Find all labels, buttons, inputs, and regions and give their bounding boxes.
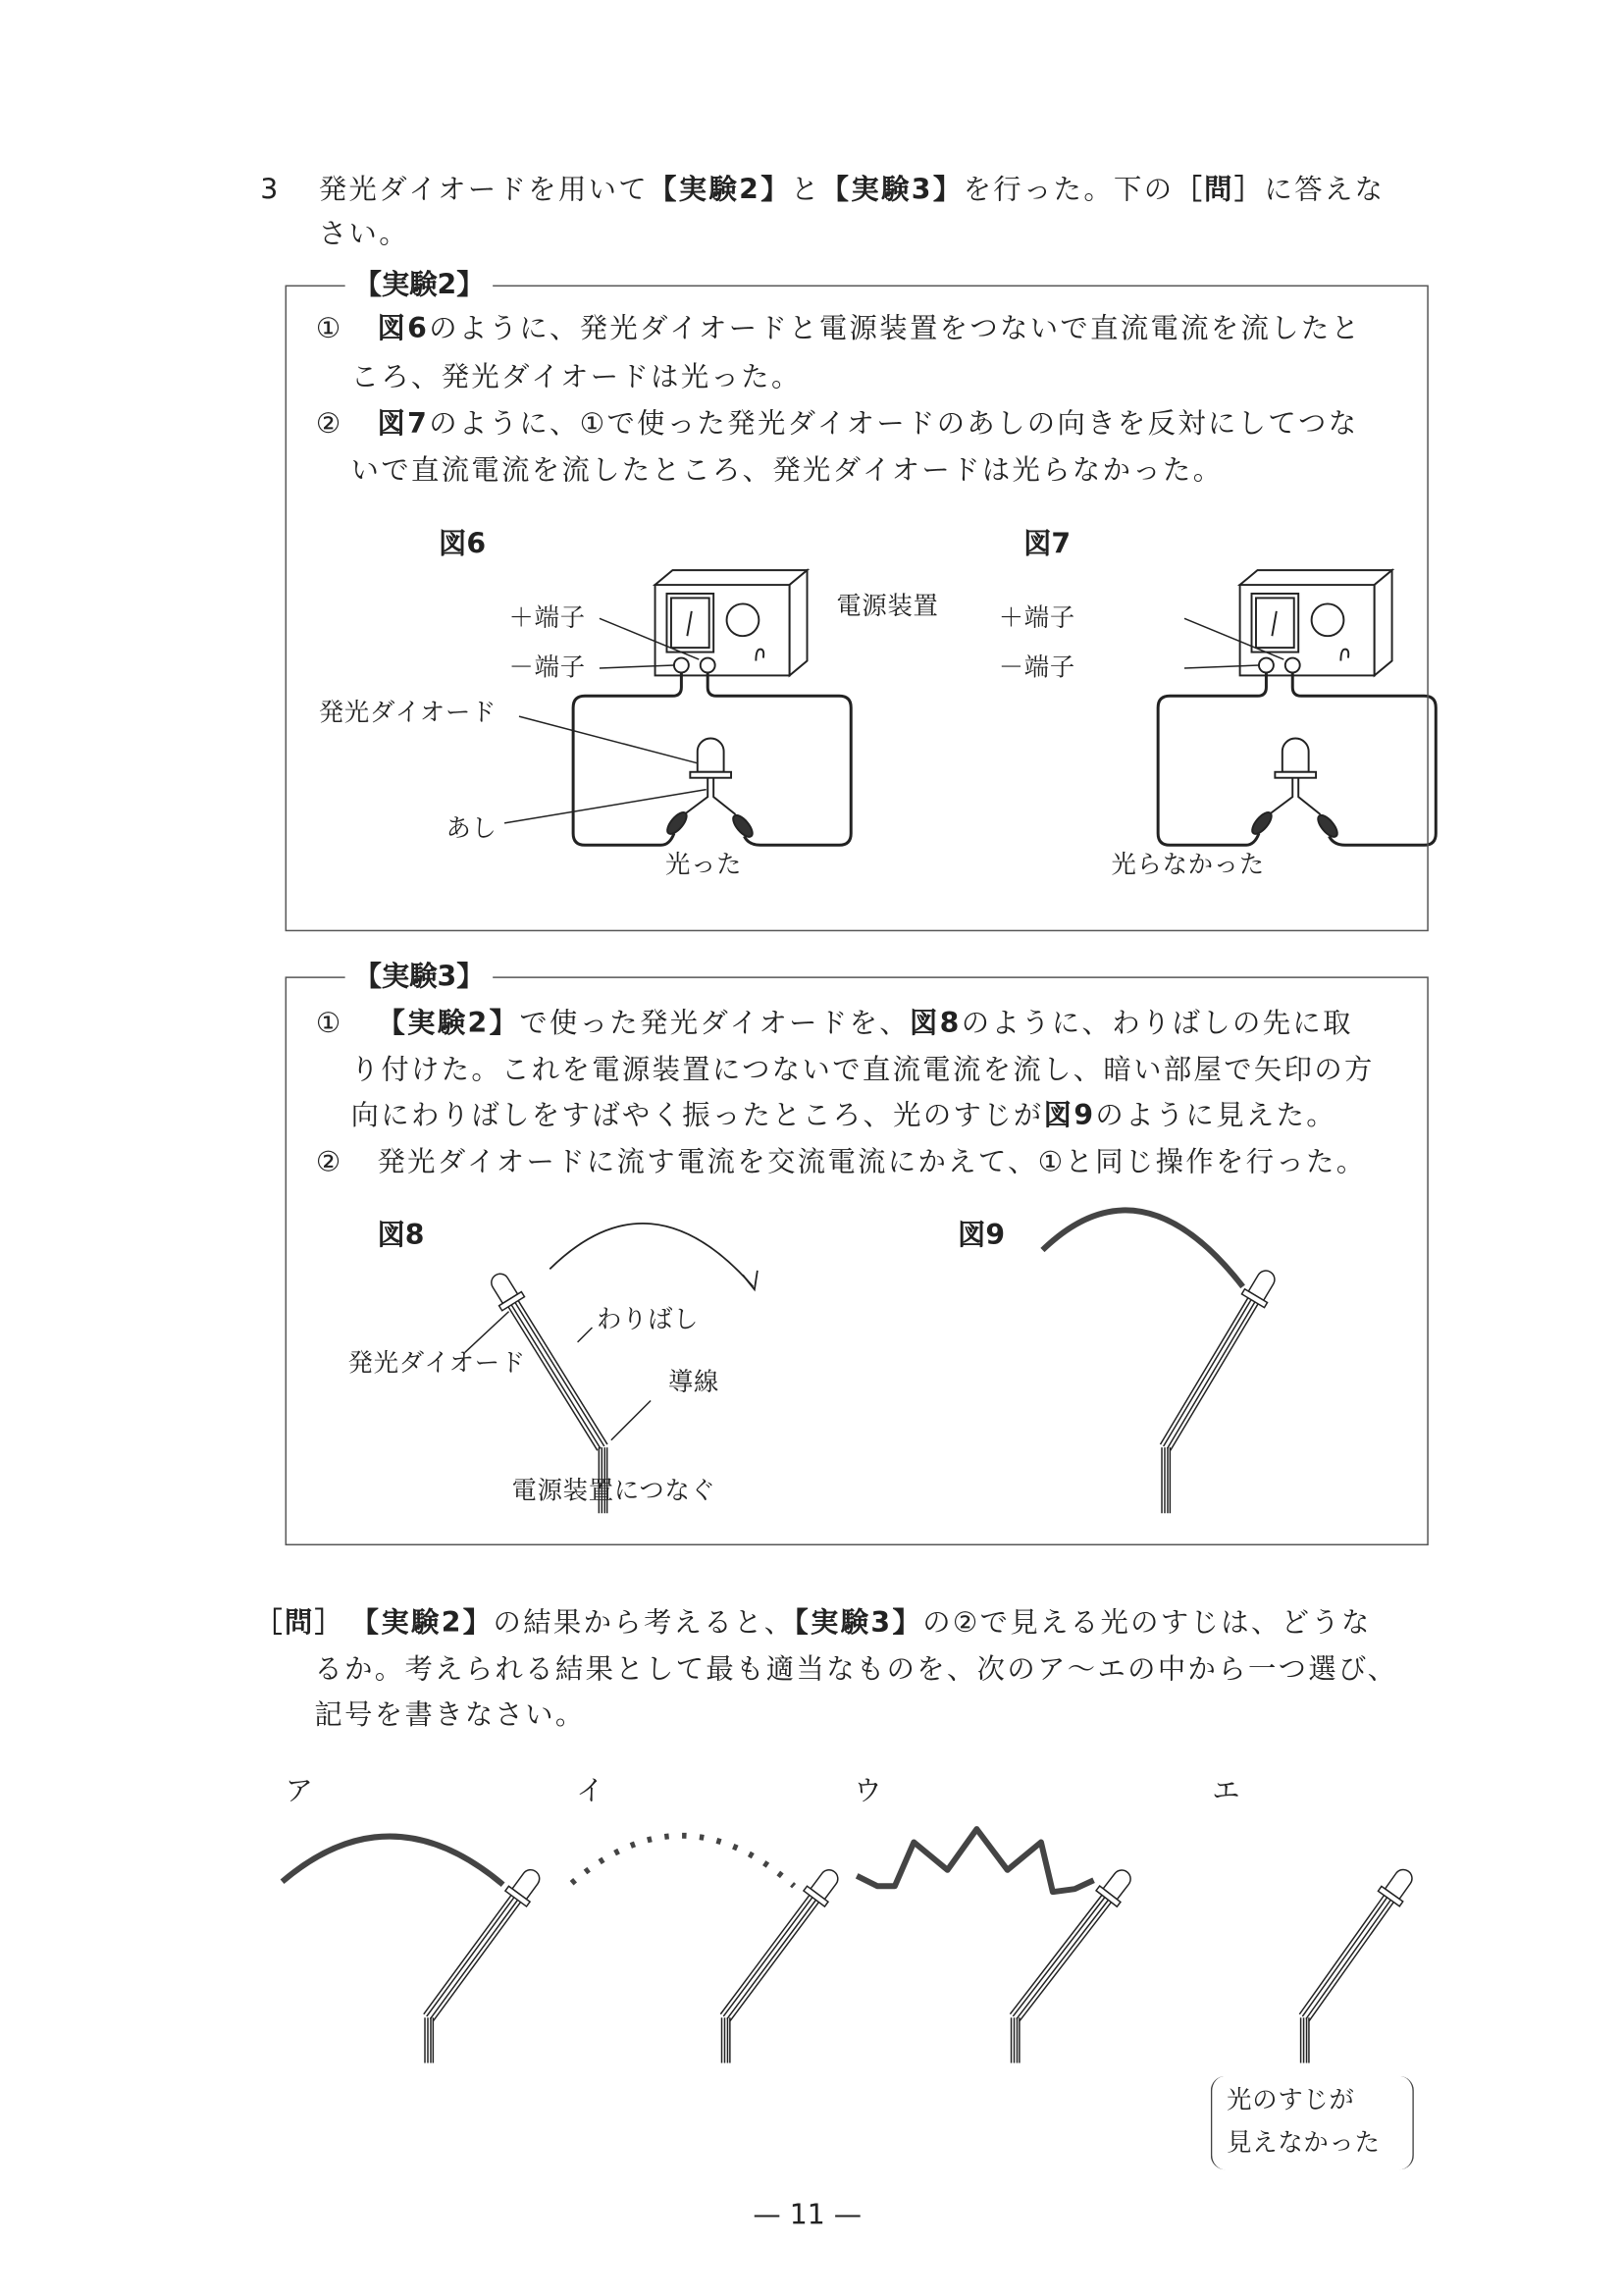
option-a-led (418, 1863, 547, 2062)
note-line: 光のすじが (1227, 2086, 1355, 2116)
led-label: 発光ダイオード (347, 1349, 526, 1380)
option-i-label: イ (576, 1774, 606, 1807)
text: のように見えた。 (1095, 1099, 1337, 1132)
option-e-note (1211, 2076, 1414, 2169)
text: り付けた。これを電源装置につないで直流電流を流し、暗い部屋で矢印の方 (350, 1054, 1375, 1087)
connect-label: 電源装置につなぐ (511, 1476, 716, 1506)
led-rotated (714, 1864, 845, 2026)
option-u-label: ウ (854, 1774, 884, 1807)
intro-line (319, 173, 1386, 208)
question-line (351, 1605, 1372, 1641)
option-a-label: ア (285, 1774, 316, 1807)
bold-text: 【実験3】 (794, 1606, 923, 1640)
option-u-led (1005, 1864, 1138, 2063)
bold-text: 図7 (377, 407, 430, 441)
exp2-line (351, 360, 802, 395)
exp2-line (377, 311, 1361, 346)
item-mark: ① (315, 312, 343, 345)
stick-line (1309, 1903, 1393, 2021)
lit-label: 光った (664, 851, 743, 881)
text: ころ、発光ダイオードは光った。 (350, 361, 802, 393)
exp3-line (351, 1053, 1375, 1088)
bold-text: 図9 (1043, 1099, 1096, 1132)
stick-line (1013, 1898, 1105, 2016)
bold-text: 図8 (909, 1007, 962, 1040)
text: のように、①で使った発光ダイオードのあしの向きを反対にしてつな (429, 407, 1359, 441)
not-lit-label: 光らなかった (1111, 851, 1265, 881)
led-label: 発光ダイオード (318, 699, 497, 729)
text: るか。考えられる結果として最も適当なものを、次のア～エの中から一つ選び、 (314, 1653, 1398, 1687)
stick-line (1010, 1895, 1102, 2013)
stick-line (1020, 1903, 1112, 2021)
stick-line (730, 1903, 819, 2021)
text: 向にわりばしをすばやく振ったところ、光のすじが (350, 1099, 1044, 1132)
figure-8-title: 図8 (377, 1219, 425, 1252)
option-e-led (1293, 1863, 1419, 2062)
figure-6-title: 図6 (439, 527, 487, 560)
question-line (314, 1652, 1397, 1688)
exp2-line (351, 453, 1224, 489)
led-rotated (1293, 1863, 1419, 2025)
stick-line (1299, 1896, 1384, 2014)
text: で使った発光ダイオードを、 (519, 1007, 910, 1040)
plus-terminal-label: ＋端子 (508, 603, 586, 634)
stick-line (727, 1900, 816, 2018)
figure-9-title: 図9 (958, 1219, 1006, 1252)
minus-terminal-label: －端子 (508, 653, 586, 683)
bold-text: 【実験3】 (820, 174, 964, 207)
chopstick-label: わりばし (596, 1305, 700, 1335)
item-mark: ② (315, 1146, 343, 1179)
option-u-trace (857, 1829, 1093, 1892)
text: のように、発光ダイオードと電源装置をつないで直流電流を流したと (429, 312, 1362, 345)
stick-line (433, 1903, 520, 2021)
note-line: 見えなかった (1227, 2128, 1381, 2159)
text: の②で見える光のすじは、どうな (922, 1606, 1372, 1640)
wire-label: 導線 (667, 1368, 720, 1398)
question-number: 3 (260, 174, 281, 207)
exp3-line (351, 1098, 1336, 1133)
bold-text: 【実験2】 (350, 1606, 494, 1640)
stick-line (723, 1898, 812, 2016)
page-number: — 11 — (753, 2199, 863, 2231)
option-a-trace (283, 1837, 503, 1885)
stick-line (430, 1900, 517, 2018)
leg-label: あし (445, 813, 497, 844)
intro-line (319, 217, 409, 252)
bold-text: 【実験2】 (377, 1007, 520, 1040)
text: を行った。下の (963, 174, 1175, 207)
bold-text: 【実験2】 (649, 174, 791, 207)
exp3-line (377, 1006, 1352, 1041)
text: に答えな (1264, 174, 1386, 207)
option-e-label: エ (1212, 1774, 1242, 1807)
item-mark: ② (315, 407, 343, 441)
exp2-line (377, 406, 1358, 442)
text: 記号を書きなさい。 (314, 1698, 586, 1732)
stick-line (720, 1895, 810, 2013)
stick-line (424, 1896, 511, 2014)
exp3-line (377, 1145, 1366, 1180)
text: 発光ダイオードに流す電流を交流電流にかえて、①と同じ操作を行った。 (377, 1146, 1367, 1179)
text: さい。 (318, 218, 409, 250)
bold-text: 図6 (377, 312, 430, 345)
text: の結果から考えると、 (493, 1606, 795, 1640)
item-mark: ① (315, 1007, 343, 1040)
minus-terminal-label: －端子 (998, 653, 1075, 683)
figure-7-title: 図7 (1023, 527, 1072, 560)
text: と (790, 174, 821, 207)
led-rotated (418, 1863, 547, 2025)
option-i-trace (572, 1836, 794, 1886)
question-label: ［問］ (254, 1606, 345, 1640)
power-supply-label: 電源装置 (836, 592, 939, 622)
question-line (314, 1697, 585, 1733)
text: のように、わりばしの先に取 (961, 1007, 1353, 1040)
stick-line (1306, 1900, 1390, 2018)
stick-line (1017, 1900, 1109, 2018)
text: 発光ダイオードを用いて (318, 174, 650, 207)
experiment-2-title: 【実験2】 (345, 268, 494, 303)
text: いで直流電流を流したところ、発光ダイオードは光らなかった。 (350, 454, 1224, 488)
experiment-3-title: 【実験3】 (345, 959, 494, 994)
option-i-led (714, 1864, 845, 2063)
plus-terminal-label: ＋端子 (998, 603, 1075, 634)
stick-line (427, 1898, 514, 2016)
bold-text: ［問］ (1174, 174, 1265, 207)
stick-line (1302, 1898, 1387, 2016)
